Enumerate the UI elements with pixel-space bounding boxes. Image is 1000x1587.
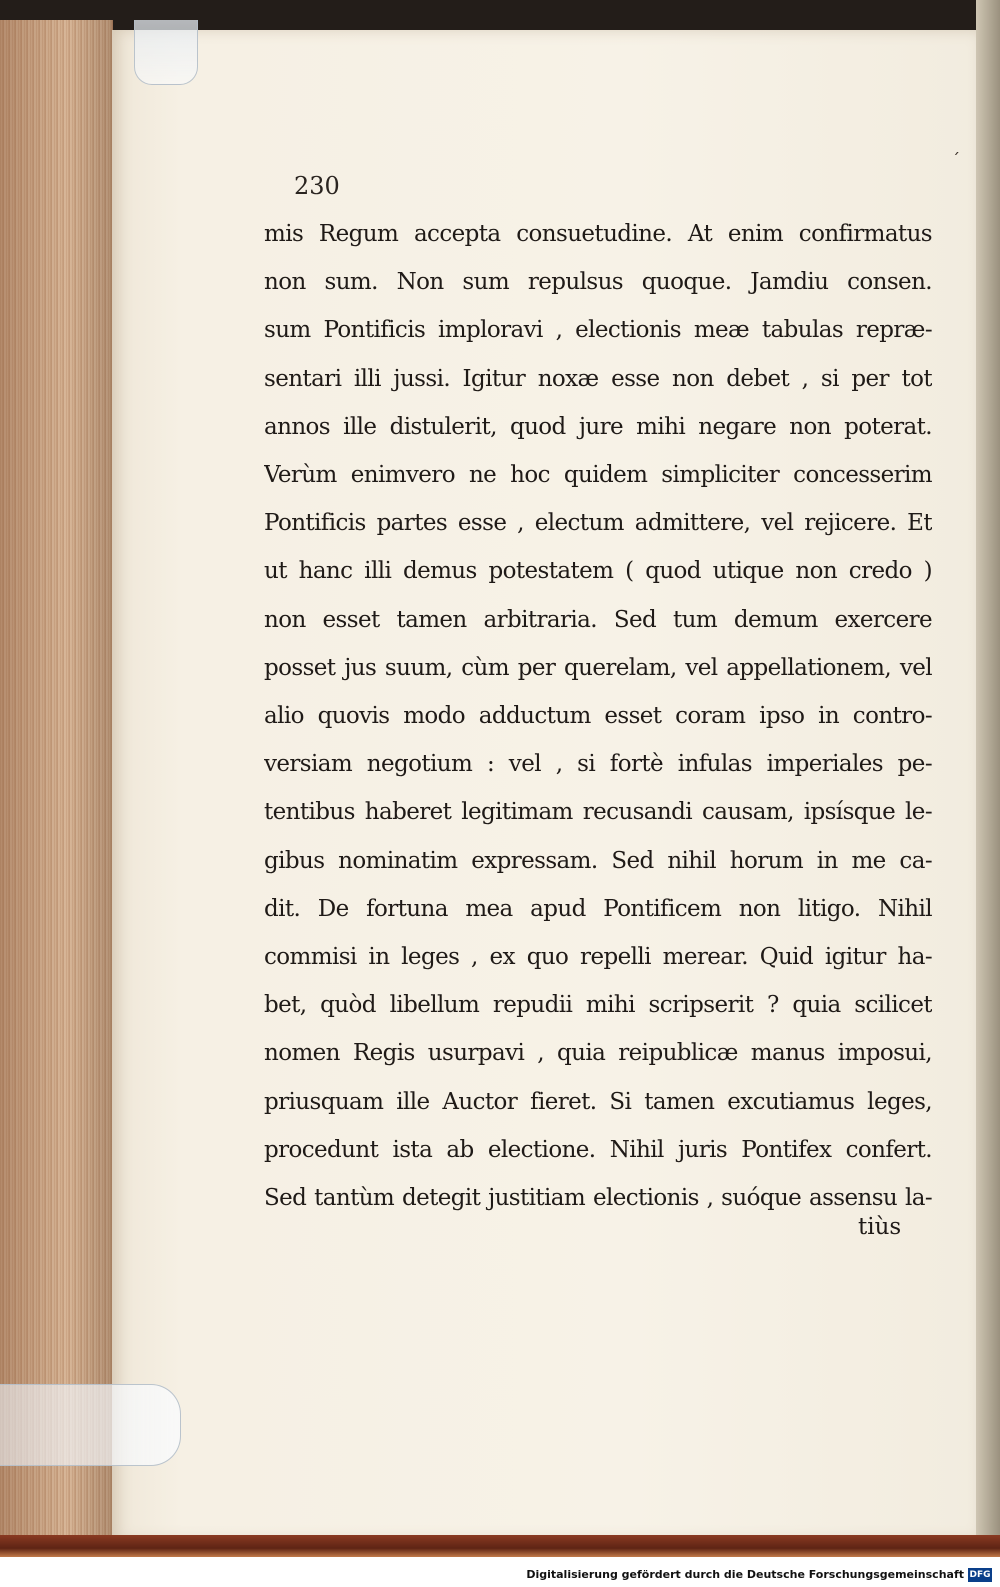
text-line: nomen Regis usurpavi , quia reipublicæ manus imposui,	[264, 1040, 932, 1067]
right-page-edge	[976, 0, 1000, 1587]
catchword: tiùs	[858, 1214, 902, 1240]
text-line: dit. De fortuna mea apud Pontificem non litigo. Nihil	[264, 895, 932, 922]
text-line: posset jus suum, cùm per querelam, vel appellationem, vel	[264, 654, 932, 681]
text-line: tentibus haberet legitimam recusandi causam, ipsísque le-	[264, 799, 932, 826]
body-text	[264, 210, 932, 1222]
digitization-footer	[0, 1557, 1000, 1587]
text-line: annos ille distulerit, quod jure mihi negare non poterat.	[264, 413, 932, 440]
page-number: 230	[294, 172, 340, 200]
margin-mark: ´	[952, 150, 960, 169]
book-cover-edge	[0, 1535, 1000, 1557]
text-line: non sum. Non sum repulsus quoque. Jamdiu consen.	[264, 269, 932, 296]
page-clip-bottom	[0, 1384, 181, 1466]
page-fore-edge	[0, 20, 113, 1550]
text-line: non esset tamen arbitraria. Sed tum demum exercere	[264, 606, 932, 633]
text-line: priusquam ille Auctor fieret. Si tamen excutiamus leges,	[264, 1088, 932, 1115]
text-line: gibus nominatim expressam. Sed nihil horum in me ca-	[264, 847, 932, 874]
text-line: Pontificis partes esse , electum admittere, vel rejicere. Et	[264, 510, 932, 537]
funding-credit: Digitalisierung gefördert durch die Deutsche Forschungsgemeinschaft	[526, 1568, 964, 1581]
page-clip-top	[134, 20, 198, 85]
text-line: sum Pontificis imploravi , electionis meæ tabulas repræ-	[264, 317, 932, 344]
text-line: sentari illi jussi. Igitur noxæ esse non debet , si per tot	[264, 365, 932, 392]
text-line: procedunt ista ab electione. Nihil juris Pontifex confert.	[264, 1136, 932, 1163]
text-line: versiam negotium : vel , si fortè infulas imperiales pe-	[264, 751, 932, 778]
dfg-logo: DFG	[969, 1570, 991, 1580]
text-line: ut hanc illi demus potestatem ( quod utique non credo )	[264, 558, 932, 585]
text-line: mis Regum accepta consuetudine. At enim confirmatus	[264, 221, 932, 247]
text-line: bet, quòd libellum repudii mihi scripserit ? quia scilicet	[264, 992, 932, 1019]
text-line: commisi in leges , ex quo repelli merear. Quid igitur ha-	[264, 944, 932, 971]
text-line: alio quovis modo adductum esset coram ipso in contro-	[264, 703, 932, 730]
text-line: Verùm enimvero ne hoc quidem simpliciter concesserim	[264, 462, 932, 489]
text-line: Sed tantùm detegit justitiam electionis , suóque assensu la-	[264, 1185, 932, 1212]
